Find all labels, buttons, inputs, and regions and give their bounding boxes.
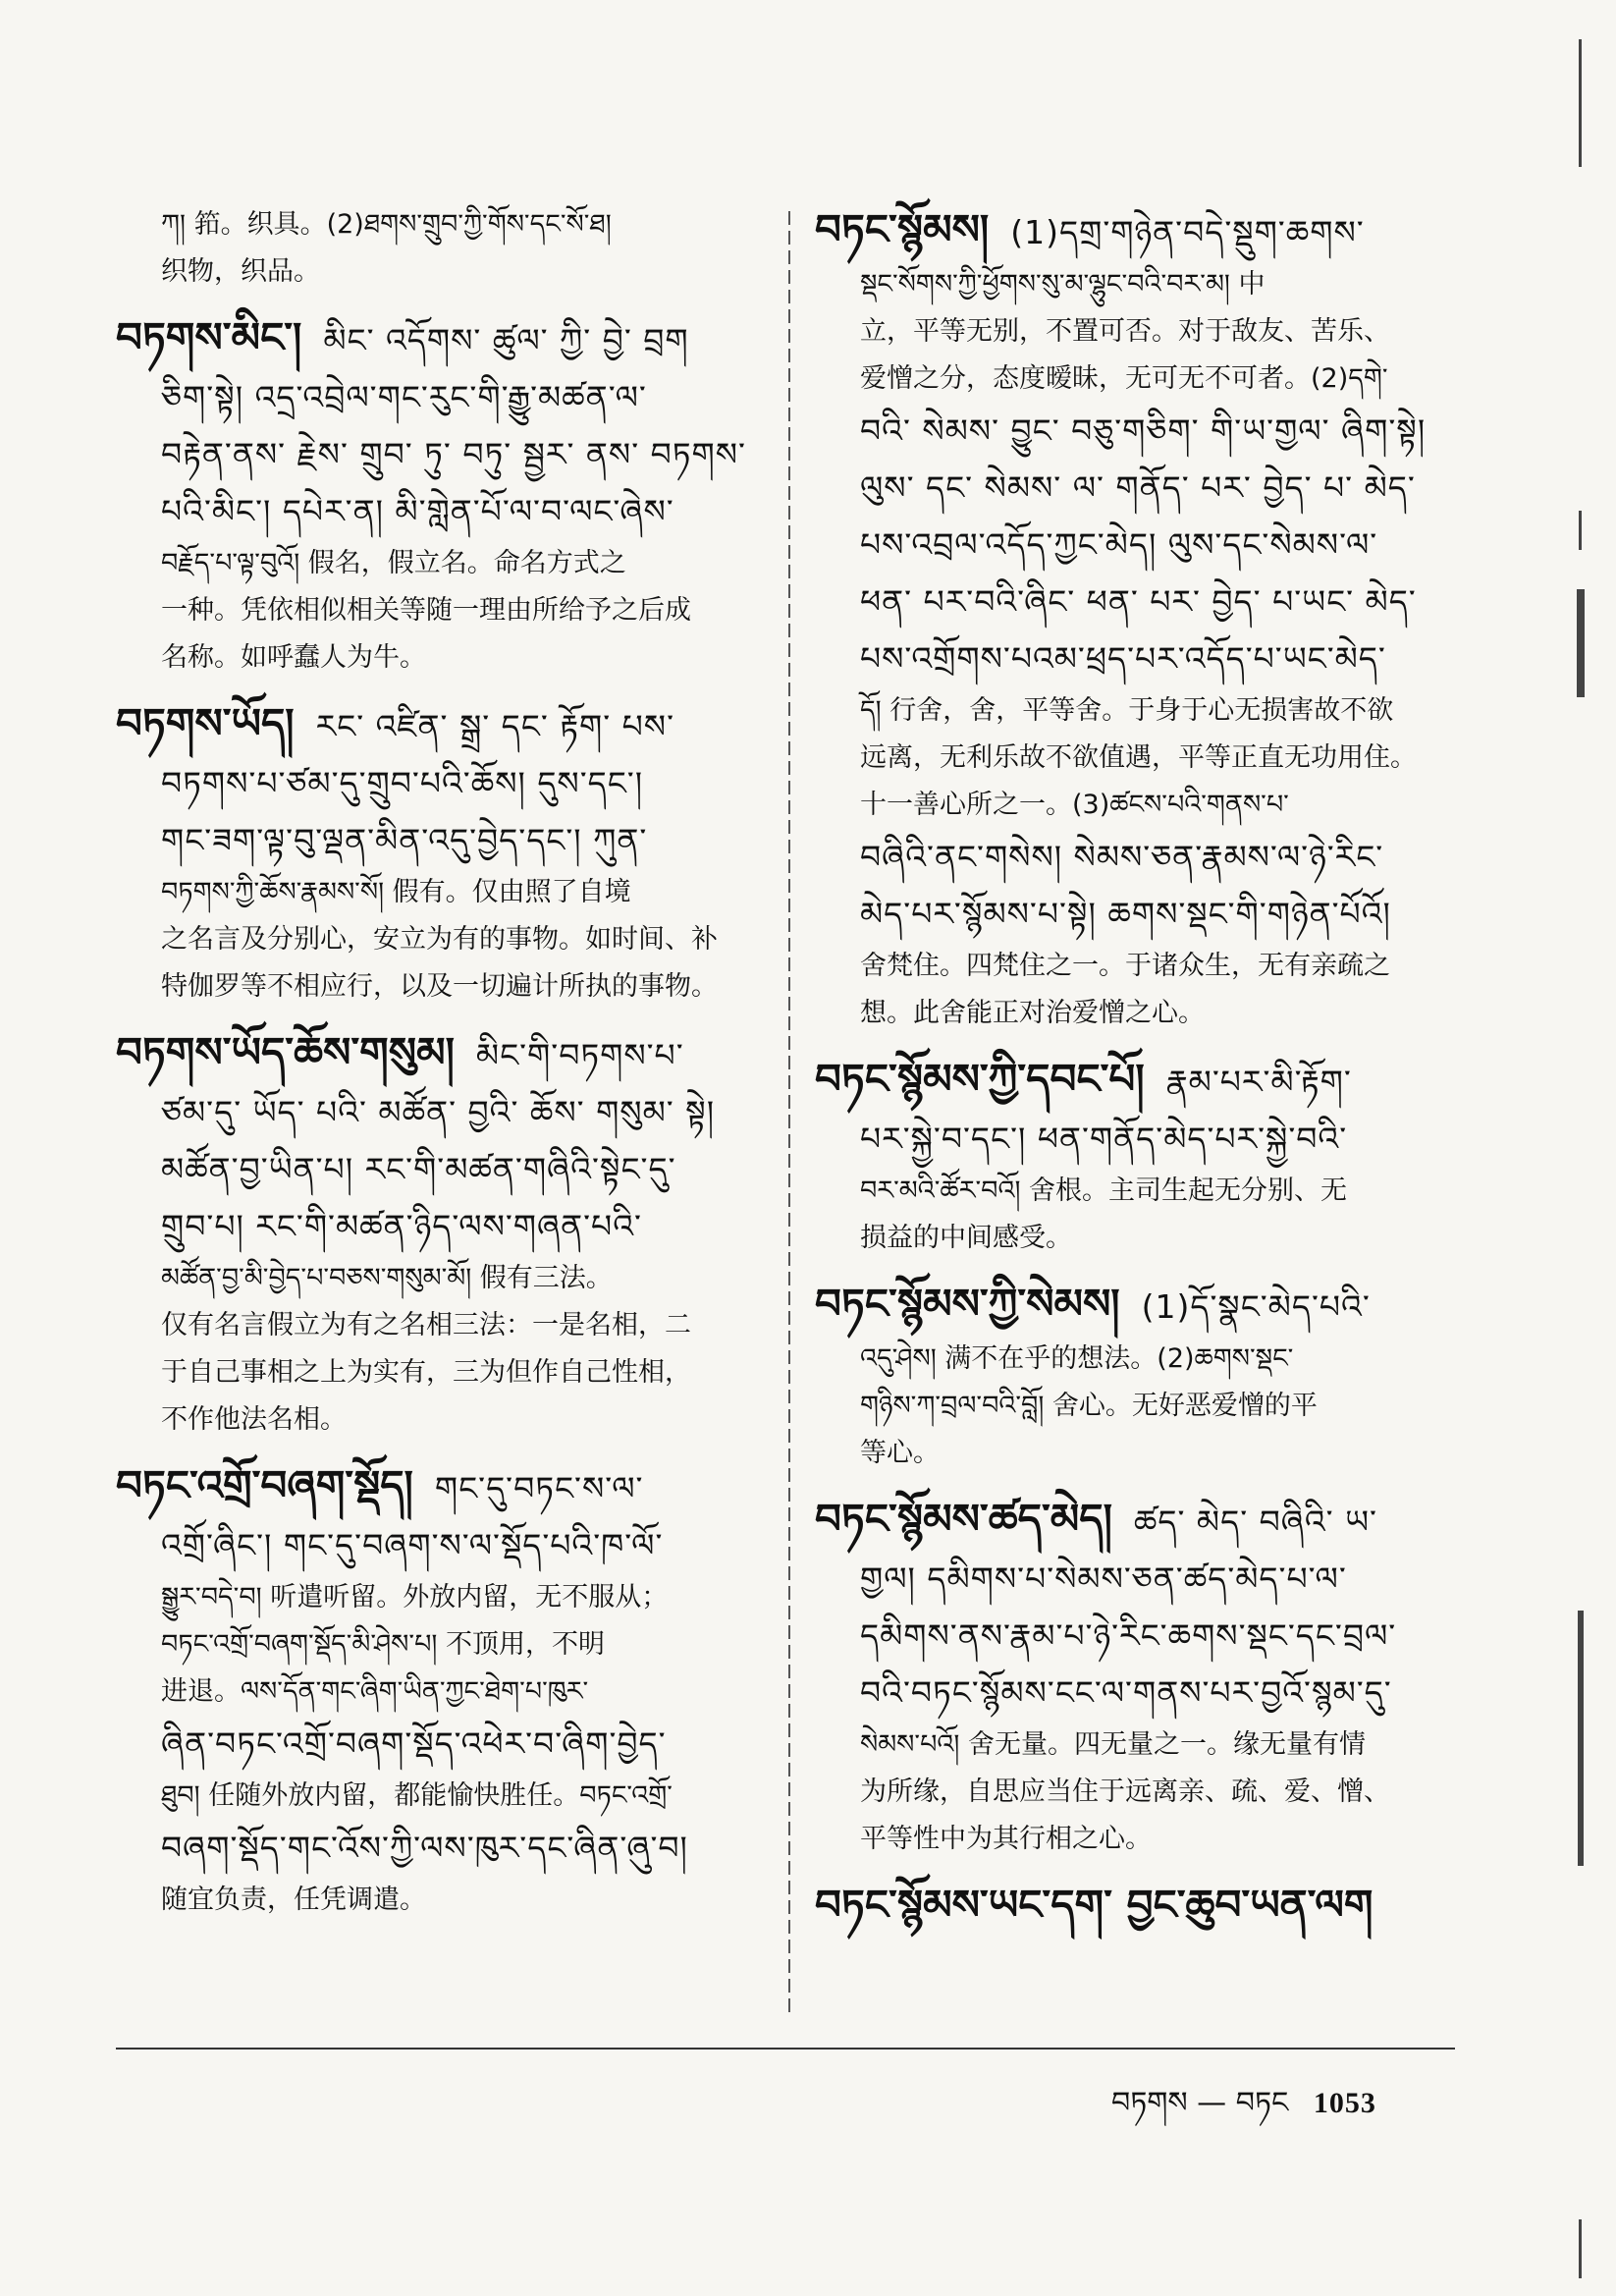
entry-headword: བཏང་སྙོམས། <box>815 205 990 253</box>
dictionary-entry <box>815 1491 1463 1863</box>
entry-headword: བཏགས་ཡོད་ཆོས་གསུམ། <box>116 1028 455 1076</box>
entry-line: པས་འབྲལ་འདོད་ཀྱང་མེད། ལུས་དང་སེམས་ལ་ <box>860 525 1378 564</box>
entry-line: 一种。凭依相似相关等随一理由所给予之后成 <box>161 595 691 626</box>
scan-edge-marks <box>1537 0 1616 2296</box>
entry-line: སྒྱུར་བདེ་བ། 听遣听留。外放内留，无不服从； <box>161 1582 669 1613</box>
entry-line: 想。此舍能正对治爱憎之心。 <box>860 998 1205 1028</box>
entry-line: 于自己事相之上为实有，三为但作自己性相， <box>161 1357 691 1388</box>
dictionary-entry <box>116 1457 764 1924</box>
entry-line: 不作他法名相。 <box>161 1404 347 1435</box>
entry-line: དོ། 行舍，舍，平等舍。于身于心无损害故不欲 <box>860 695 1394 726</box>
entry-line: གང་ཟག་ལྟ་བུ་ལྡན་མིན་འདུ་བྱེད་དང་། ཀུན་ <box>161 821 648 859</box>
entry-line: མིང་གི་བཏགས་པ་ <box>475 1036 684 1074</box>
entry-line: བའི་བཏང་སྙོམས་ངང་ལ་གནས་པར་བྱའོ་སྙམ་དུ་ <box>860 1673 1392 1712</box>
dictionary-entry <box>815 1877 1463 1934</box>
entry-line: གྲུབ་པ། རང་གི་མཚན་ཉིད་ལས་གཞན་པའི་ <box>161 1207 642 1245</box>
dictionary-entry <box>116 309 764 682</box>
entry-line: བཞིའི་ནང་གསེས། སེམས་ཅན་རྣམས་ལ་ཉེ་རིང་ <box>860 838 1384 876</box>
entry-line: བཏགས་པ་ཙམ་དུ་གྲུབ་པའི་ཆོས། དུས་དང་། <box>161 764 644 802</box>
footer-range: བཏགས — བཏང <box>1111 2086 1289 2120</box>
entry-line: མཚོན་བྱ་ཡིན་པ། རང་གི་མཚན་གཞིའི་སྟེང་དུ་ <box>161 1150 676 1188</box>
entry-line: 织物，织品。 <box>161 256 320 287</box>
entry-line: བར་མའི་ཚོར་བའོ། 舍根。主司生起无分别、无 <box>860 1175 1348 1206</box>
entry-line: 平等性中为其行相之心。 <box>860 1824 1152 1854</box>
column-divider <box>788 211 790 2018</box>
entry-line: རྣམ་པར་མི་རྟོག་ <box>1165 1063 1352 1101</box>
right-column <box>815 201 1463 1947</box>
entry-line: ཚད་ མེད་ བཞིའི་ ཡ་ <box>1133 1503 1377 1541</box>
entry-line: ཕན་ པར་བའི་ཞིང་ ཕན་ པར་ བྱེད་ པ་ཡང་ མེད་ <box>860 582 1417 621</box>
entry-line: ཅིག་སྟེ། འདྲ་འབྲེལ་གང་རུང་གི་རྒྱུ་མཚན་ལ་ <box>161 378 647 416</box>
entry-line: 损益的中间感受。 <box>860 1223 1072 1253</box>
entry-line: 之名言及分别心，安立为有的事物。如时间、补 <box>161 924 718 955</box>
entry-line: བཞག་སྡོད་གང་འོས་ཀྱི་ལས་ཁུར་དང་ཞིན་ཞུ་བ། <box>161 1829 688 1867</box>
entry-line: སེམས་པའོ། 舍无量。四无量之一。缘无量有情 <box>860 1729 1366 1760</box>
entry-line: 仅有名言假立为有之名相三法：一是名相，二 <box>161 1310 691 1340</box>
entry-line: བཏང་འགྲོ་བཞག་སྡོད་མི་ཤེས་པ། 不顶用，不明 <box>161 1629 605 1660</box>
entry-line: ཐུབ། 任随外放内留，都能愉快胜任。བཏང་འགྲོ་ <box>161 1780 673 1811</box>
entry-headword: བཏགས་ཡོད། <box>116 699 295 747</box>
entry-line: འདུ་ཤེས། 满不在乎的想法。(2)ཆགས་སྡང་ <box>860 1343 1294 1374</box>
entry-line: 等心。 <box>860 1438 940 1468</box>
entry-line: ཀ། 筘。织具。(2)ཐགས་གྲུབ་ཀྱི་གོས་དང་སོ་ཐ། <box>161 209 612 240</box>
entry-line: བའི་ སེམས་ བྱུང་ བཅུ་གཅིག་ གི་ཡ་གྱལ་ ཞིག་སྟེ། <box>860 411 1427 450</box>
entry-line: 名称。如呼蠢人为牛。 <box>161 642 426 673</box>
entry-line: 十一善心所之一。(3)ཚངས་པའི་གནས་པ་ <box>860 790 1289 820</box>
entry-line: སྡང་སོགས་ཀྱི་ཕྱོགས་སུ་མ་ལྷུང་བའི་བར་མ། 中 <box>860 269 1266 300</box>
dictionary-entry <box>815 201 1463 1037</box>
entry-line: 爱憎之分，态度暧昧，无可无不可者。(2)དགེ་ <box>860 363 1388 394</box>
entry-headword: བཏང་སྙོམས་ཀྱི་སེམས། <box>815 1280 1120 1328</box>
dictionary-entry <box>815 1051 1463 1262</box>
left-column <box>116 201 764 1938</box>
dictionary-entry <box>815 1276 1463 1477</box>
entry-line: པའི་མིང་། དཔེར་ན། མི་གླེན་པོ་ལ་བ་ལང་ཞེས་ <box>161 492 674 530</box>
entry-headword: བཏང་སྙོམས་ཡང་དག་ བྱང་ཆུབ་ཡན་ལག <box>815 1881 1374 1929</box>
entry-line: ཞིན་བཏང་འགྲོ་བཞག་སྡོད་འཕེར་བ་ཞིག་བྱེད་ <box>161 1724 667 1763</box>
entry-line: བརྟེན་ནས་ རྗེས་ གྲུབ་ ཏུ་ བཏུ་ སྦྱར་ ནས་ བཏགས་ <box>161 435 746 473</box>
entry-line: རང་ འཛིན་ སྒྲ་ དང་ རྟོག་ པས་ <box>315 707 674 745</box>
dictionary-entry <box>116 1024 764 1444</box>
entry-headword: བཏགས་མིང་། <box>116 313 302 361</box>
dictionary-entry <box>116 695 764 1011</box>
dictionary-entry <box>116 201 764 296</box>
entry-line: 为所缘，自思应当住于远离亲、疏、爱、憎、 <box>860 1777 1390 1807</box>
footer-rule <box>116 2048 1455 2050</box>
entry-line: གང་དུ་བཏང་ས་ལ་ <box>434 1469 644 1507</box>
entry-line: 进退。ལས་དོན་གང་ཞིག་ཡིན་ཀྱང་ཐེག་པ་ཁུར་ <box>161 1676 589 1707</box>
page-number: 1053 <box>1313 2087 1376 2119</box>
entry-headword: བཏང་འགྲོ་བཞག་སྡོད། <box>116 1461 413 1509</box>
entry-headword: བཏང་སྙོམས་ཀྱི་དབང་པོ། <box>815 1055 1145 1103</box>
entry-line: 随宜负责，任凭调遣。 <box>161 1885 426 1915</box>
entry-line: བརྗོད་པ་ལྟ་བུའོ། 假名，假立名。命名方式之 <box>161 548 626 578</box>
entry-line: 特伽罗等不相应行，以及一切遍计所执的事物。 <box>161 971 718 1002</box>
entry-line: བཏགས་ཀྱི་ཆོས་རྣམས་སོ། 假有。仅由照了自境 <box>161 877 631 907</box>
entry-line: དམིགས་ནས་རྣམ་པ་ཉེ་རིང་ཆགས་སྡང་དང་བྲལ་ <box>860 1616 1397 1655</box>
entry-line: 舍梵住。四梵住之一。于诸众生，无有亲疏之 <box>860 951 1390 981</box>
entry-line: གྱལ། དམིགས་པ་སེམས་ཅན་ཚད་མེད་པ་ལ་ <box>860 1559 1347 1598</box>
page-footer <box>1111 2070 1376 2153</box>
entry-line: པས་འགྲོགས་པའམ་ཕྲད་པར་འདོད་པ་ཡང་མེད་ <box>860 639 1386 678</box>
entry-line: གཉིས་ཀ་བྲལ་བའི་བློ། 舍心。无好恶爱憎的平 <box>860 1391 1318 1421</box>
entry-line: མཚོན་བྱ་མི་བྱེད་པ་བཅས་གསུམ་མོ། 假有三法。 <box>161 1263 613 1293</box>
entry-line: མིང་ འདོགས་ ཚུལ་ ཀྱི་ བྱེ་ བྲག <box>323 321 689 359</box>
entry-line: པར་སྐྱེ་བ་དང་། ཕན་གནོད་མེད་པར་སྐྱེ་བའི་ <box>860 1120 1348 1158</box>
entry-line: (1)དོ་སྣང་མེད་པའི་ <box>1141 1287 1371 1326</box>
entry-line: 远离，无利乐故不欲值遇，平等正直无功用住。 <box>860 742 1417 773</box>
entry-line: (1)དགྲ་གཉེན་བདེ་སྡུག་ཆགས་ <box>1010 213 1365 251</box>
entry-line: མེད་པར་སྙོམས་པ་སྟེ། ཆགས་སྡང་གི་གཉེན་པོའོ། <box>860 895 1391 933</box>
entry-line: ཙམ་དུ་ ཡོད་ པའི་ མཚོན་ བྱའི་ ཆོས་ གསུམ་ སྟེ། <box>161 1093 716 1131</box>
entry-line: འགྲོ་ཞིང་། གང་དུ་བཞག་ས་ལ་སྡོད་པའི་ཁ་ལོ་ <box>161 1526 664 1564</box>
entry-headword: བཏང་སྙོམས་ཚད་མེད། <box>815 1495 1112 1543</box>
entry-line: 立，平等无别，不置可否。对于敌友、苦乐、 <box>860 316 1390 347</box>
entry-line: ལུས་ དང་ སེམས་ ལ་ གནོད་ པར་ བྱེད་ པ་ མེད་ <box>860 468 1416 507</box>
